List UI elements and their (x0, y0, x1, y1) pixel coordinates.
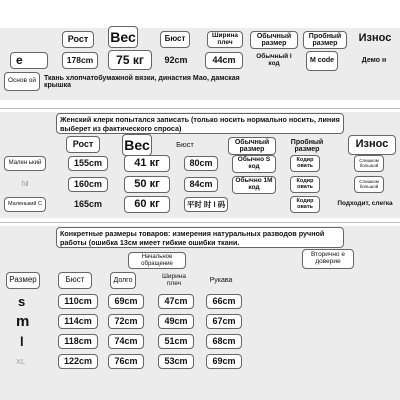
t2-row-wear: Слишком большой (354, 176, 384, 193)
t1-wear: Демо н (361, 57, 387, 65)
t3-row-size: l (20, 334, 24, 350)
t1-header-trial: Пробный размер (303, 31, 347, 49)
divider-1 (0, 108, 400, 109)
t1-shoulder: 44cm (205, 52, 243, 69)
t2-row-label: Маленький С (4, 197, 46, 212)
t2-row-weight: 41 кг (124, 155, 170, 172)
t2-header-usual: Обычный размер (228, 137, 276, 155)
t2-header-weight: Вес (122, 134, 152, 156)
t1-trial: M code (306, 51, 338, 71)
t2-row-wear: Слишком большой (354, 155, 384, 172)
t2-row-trial: Кодир овать (290, 176, 320, 193)
t2-row-trial: Кодир овать (290, 155, 320, 172)
t2-row-bust: 84cm (184, 177, 218, 192)
t1-bust: 92cm (164, 54, 188, 65)
t2-header-trial: Пробный размер (290, 138, 324, 153)
t1-usual: Обычный l код (256, 53, 292, 67)
t1-header-wear: Износ (358, 32, 392, 45)
t3-row-bust: 118cm (58, 334, 98, 349)
t3-row-length: 76cm (108, 354, 144, 369)
t3-row-length: 69cm (108, 294, 144, 309)
t3-top-label-second: Вторично е доверие (302, 249, 354, 269)
t3-row-size: s (18, 294, 26, 310)
t3-row-shoulder: 53cm (158, 354, 194, 369)
t1-note: Ткань хлопчатобумажной вязки, династия Мао, дамская крышка (44, 74, 240, 89)
t3-row-sleeve: 66cm (206, 294, 242, 309)
t3-row-shoulder: 49cm (158, 314, 194, 329)
t3-header-bust: Бюст (58, 272, 92, 289)
t3-row-size: m (16, 313, 30, 331)
t1-height: 178cm (62, 52, 98, 69)
t3-row-sleeve: 69cm (206, 354, 242, 369)
t1-header-height: Рост (62, 31, 94, 48)
t3-header-shoulder: Ширина плеч (161, 273, 187, 287)
t1-header-usual: Обычный размер (250, 31, 298, 49)
t2-row-label: Мален ький (4, 156, 46, 171)
t3-top-label-initial: Начальное обращение (128, 252, 186, 269)
t2-row-label: Ⅰ\Ⅱ (21, 180, 29, 188)
t3-row-sleeve: 67cm (206, 314, 242, 329)
t2-row-usual: Обычно S код (232, 155, 276, 173)
t3-row-shoulder: 47cm (158, 294, 194, 309)
t2-header-wear: Износ (348, 135, 396, 155)
t3-row-bust: 122cm (58, 354, 98, 369)
t2-header-bust: Бюст (176, 139, 194, 149)
t1-header-weight: Вес (108, 26, 138, 48)
t2-row-weight: 60 кг (124, 196, 170, 213)
t3-row-length: 74cm (108, 334, 144, 349)
t3-row-bust: 110cm (58, 294, 98, 309)
t3-row-size: XL (16, 357, 26, 367)
t2-row-usual: Обычно 1M код (232, 176, 276, 194)
t2-row-trial: Кодир овать (290, 196, 320, 213)
t2-row-height: 165cm (73, 198, 103, 209)
divider-2 (0, 222, 400, 223)
t2-row-bust: 80cm (184, 156, 218, 171)
t2-note: Женский клерк попытался записать (только носить нормально носить, линия выберет из фактического спроса) (56, 113, 344, 134)
t3-note: Конкретные размеры товаров: измерения натуральных разводов ручной работы (ошибка 13см имеет гибкие ошибки ткани. (56, 227, 344, 248)
t2-row-weight: 50 кг (124, 176, 170, 193)
t3-row-length: 72cm (108, 314, 144, 329)
t3-header-length: Долго (110, 272, 136, 289)
t2-row-wear: Подходит, слегка (337, 199, 393, 207)
t2-row-height: 160cm (68, 177, 108, 192)
t1-header-shoulder: Ширина плеч (207, 31, 243, 48)
t1-size: e (10, 52, 48, 69)
t1-side-label: Основ ой (4, 72, 40, 91)
t3-row-shoulder: 51cm (158, 334, 194, 349)
t3-row-bust: 114cm (58, 314, 98, 329)
t3-header-size: Размер (6, 272, 40, 289)
t2-header-height: Рост (66, 136, 100, 153)
t2-row-bust: 平时 时 l 码 (184, 197, 228, 212)
t2-row-height: 155cm (68, 156, 108, 171)
t3-row-sleeve: 68cm (206, 334, 242, 349)
t1-header-bust: Бюст (160, 31, 190, 48)
t1-weight: 75 кг (108, 50, 152, 70)
t3-header-sleeve: Рукава (209, 277, 233, 285)
